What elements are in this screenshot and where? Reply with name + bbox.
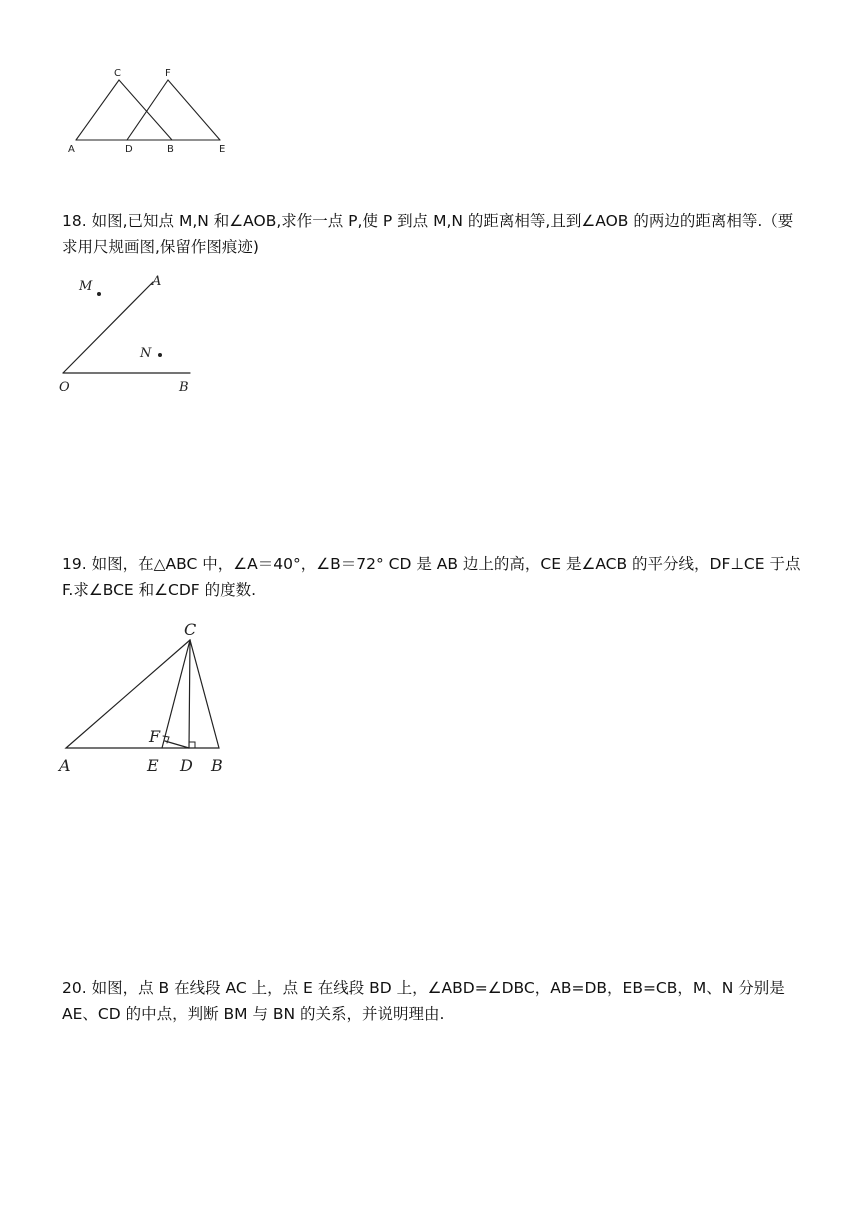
triangle-acb (76, 80, 172, 140)
label-d: D (125, 144, 133, 155)
figure-19-triangle-abc (55, 615, 245, 780)
figure-18-angle-aob (55, 270, 205, 400)
right-angle-mark-d (189, 742, 195, 748)
label-e: E (219, 144, 226, 155)
problem-18-number: 18. (62, 212, 87, 230)
point-n (158, 353, 162, 357)
problem-18-body: 如图,已知点 M,N 和∠AOB,求作一点 P,使 P 到点 M,N 的距离相等,且到∠AOB 的两边的距离相等.（要求用尺规画图,保留作图痕迹) (62, 212, 794, 256)
problem-19-number: 19. (62, 555, 87, 573)
triangle-dfe (127, 80, 220, 140)
segment-cd (189, 640, 190, 748)
point-m (97, 292, 101, 296)
label-e: E (147, 756, 159, 775)
label-b: B (179, 380, 189, 395)
segment-ce (162, 640, 190, 748)
label-d: D (180, 756, 193, 775)
problem-20-number: 20. (62, 979, 87, 997)
label-m: M (79, 279, 93, 294)
label-a: A (59, 756, 71, 775)
label-o: O (59, 380, 70, 395)
label-a: A (68, 144, 75, 155)
segment-df (165, 741, 189, 748)
label-a: A (152, 274, 162, 289)
problem-18-text (62, 208, 802, 260)
triangle-abc (66, 640, 219, 748)
problem-19-text (62, 551, 802, 603)
label-f: F (165, 68, 171, 79)
label-b: B (211, 756, 223, 775)
figure-17-triangles (60, 60, 240, 160)
label-c: C (184, 620, 197, 639)
label-n: N (140, 346, 152, 361)
label-f: F (149, 727, 161, 746)
problem-20-body: 如图，点 B 在线段 AC 上，点 E 在线段 BD 上，∠ABD=∠DBC，AB=DB，EB=CB，M、N 分别是 AE、CD 的中点，判断 BM 与 BN 的关系，并说明理由. (62, 979, 785, 1023)
label-b: B (167, 144, 174, 155)
problem-19-body: 如图，在△ABC 中，∠A＝40°，∠B＝72° CD 是 AB 边上的高，CE 是∠ACB 的平分线，DF⊥CE 于点 F.求∠BCE 和∠CDF 的度数. (62, 555, 801, 599)
label-c: C (114, 68, 121, 79)
problem-20-text (62, 975, 802, 1027)
